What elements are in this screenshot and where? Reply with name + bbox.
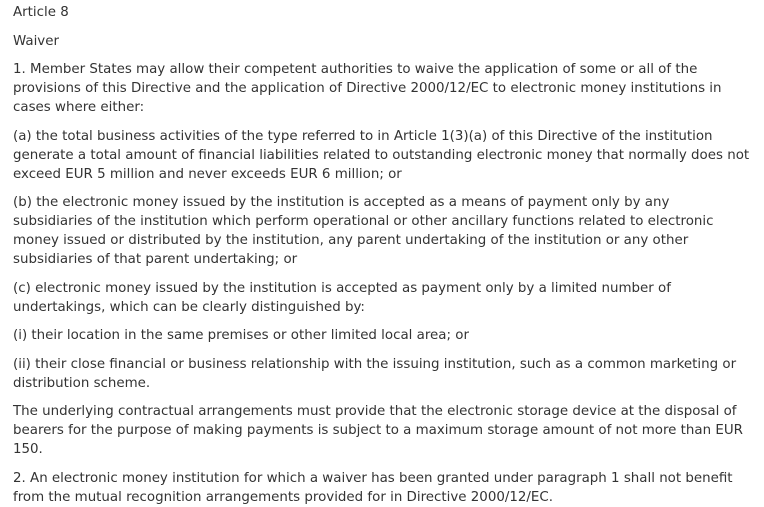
article-number: Article 8 <box>13 5 69 20</box>
paragraph-1c-i: (i) their location in the same premises or other limited local area; or <box>13 328 469 343</box>
paragraph-2: 2. An electronic money institution for which a waiver has been granted under paragraph 1 shall not benefit from the mutual recognition arrangements provided for in Directive 2000/12/EC. <box>13 470 733 505</box>
paragraph-storage-limit: The underlying contractual arrangements must provide that the electronic storage device at the disposal of bearers for the purpose of making payments is subject to a maximum storage amount of not more than EUR 150. <box>13 404 743 457</box>
paragraph-1c-ii: (ii) their close financial or business relationship with the issuing institution, such as a common marketing or distribution scheme. <box>13 356 737 391</box>
paragraph-1: 1. Member States may allow their competent authorities to waive the application of some or all of the provisions of this Directive and the application of Directive 2000/12/EC to electronic money institutions in cases where either: <box>13 62 722 115</box>
paragraph-1a: (a) the total business activities of the type referred to in Article 1(3)(a) of this Directive of the institution generate a total amount of financial liabilities related to outstanding electronic money that normally does not exceed EUR 5 million and never exceeds EUR 6 million; or <box>13 128 750 182</box>
paragraph-1b: (b) the electronic money issued by the institution is accepted as a means of payment only by any subsidiaries of the institution which perform operational or other ancillary functions related to electronic money issued or distributed by the institution, any parent undertaking of the institution or any other subsidiaries of that parent undertaking; or <box>13 195 714 267</box>
paragraph-1c: (c) electronic money issued by the institution is accepted as payment only by a limited number of undertakings, which can be clearly distinguished by: <box>13 280 671 315</box>
article-title: Waiver <box>13 33 59 49</box>
